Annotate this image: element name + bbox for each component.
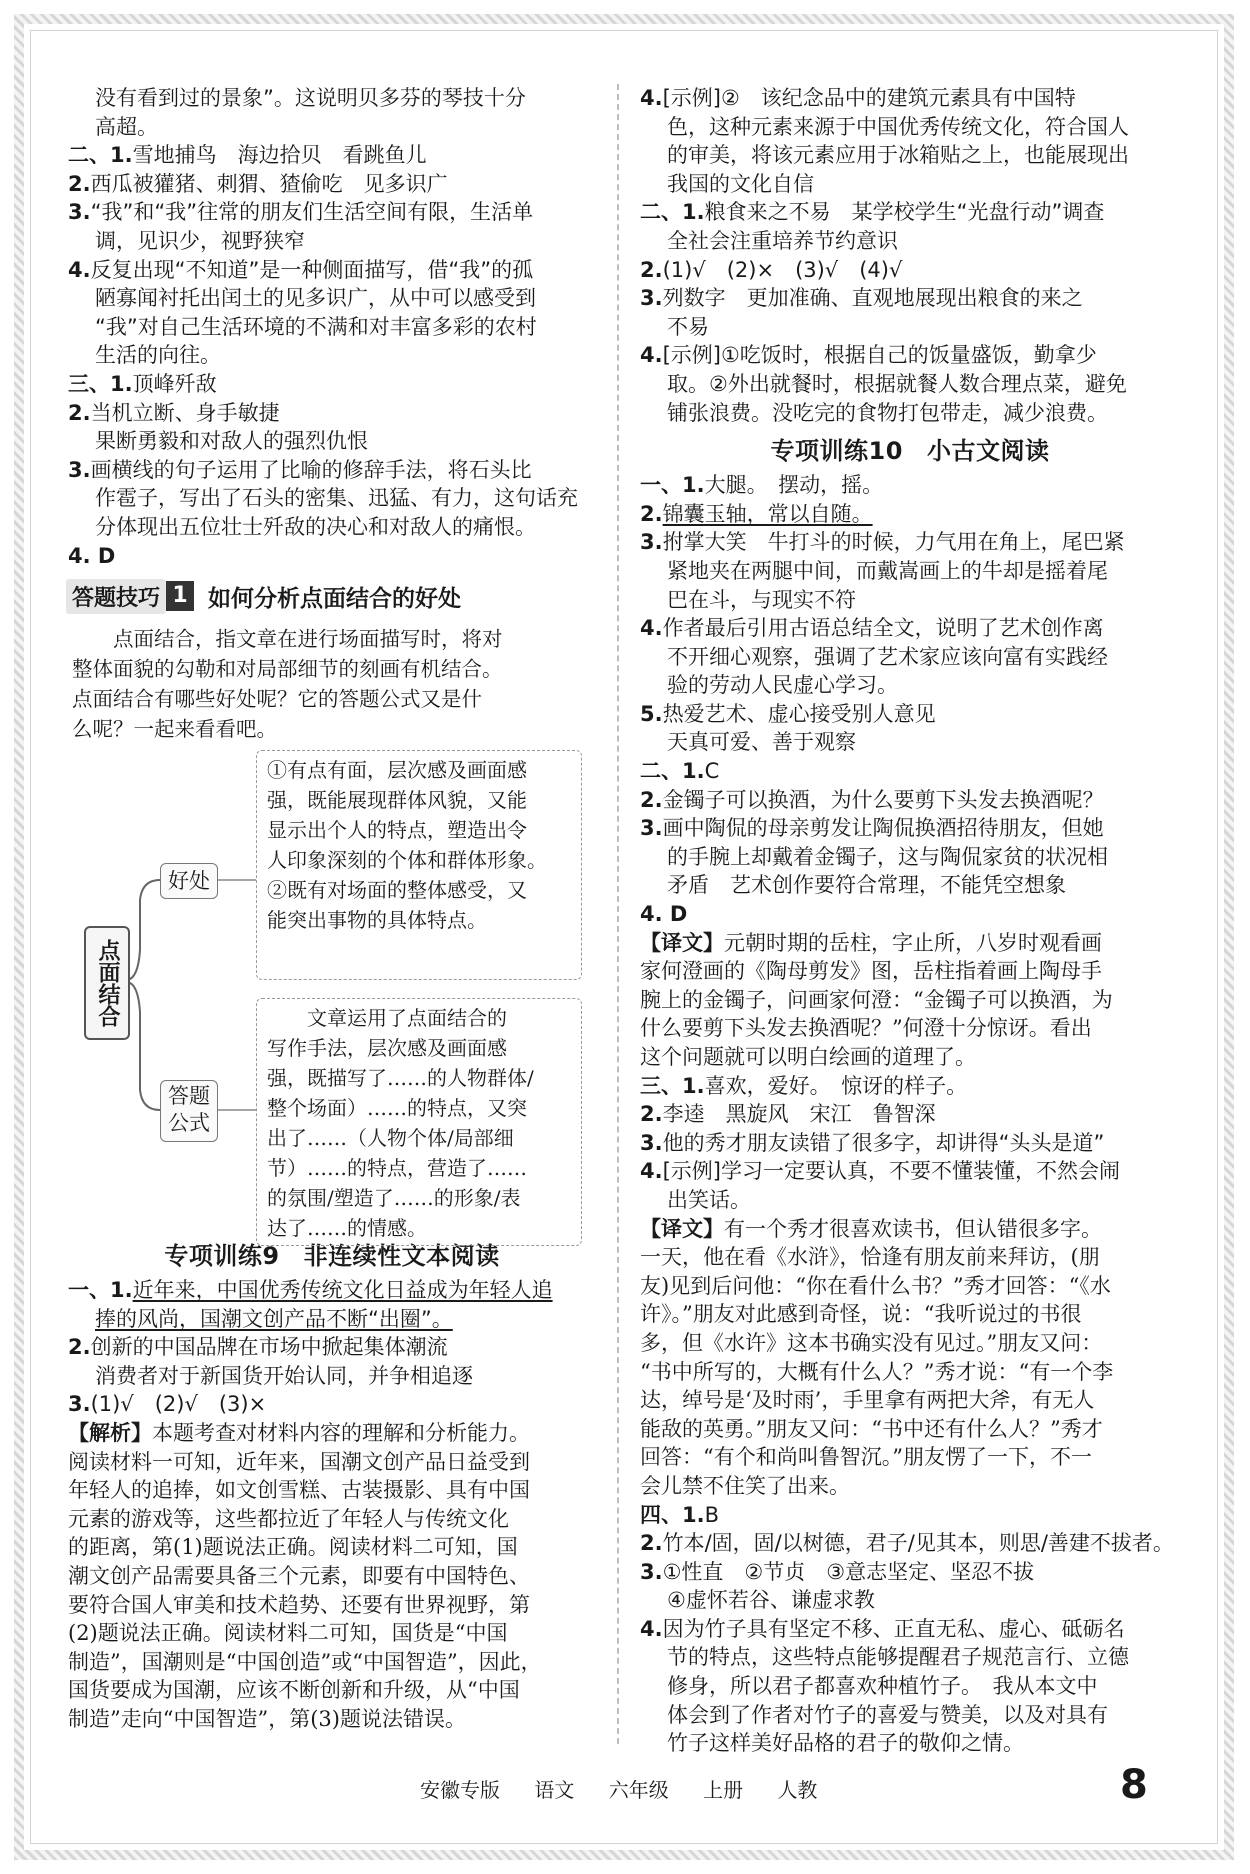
answer-text: ①性直 ②节贞 ③意志坚定、坚忍不拔 — [662, 1559, 1035, 1584]
section-title-text: 小古文阅读 — [926, 437, 1050, 466]
translation-tag: 【译文】 — [640, 1215, 724, 1241]
answer-text: 西瓜被獾猪、刺猬、猹偷吃 见多识广 — [90, 171, 448, 196]
text-line: 显示出个人的特点，塑造出令 — [267, 818, 527, 843]
question-number: 2. — [68, 171, 91, 196]
footer-publisher: 人教 — [777, 1778, 818, 1802]
right-column — [640, 84, 1180, 1758]
answer-text: 4. D — [68, 543, 116, 568]
answer-text: 他的秀才朋友读错了很多字，却讲得“头头是道” — [662, 1130, 1105, 1155]
footer-subject: 语文 — [534, 1778, 575, 1802]
answer-text: B — [704, 1502, 720, 1527]
text-line: 点面结合，指文章在进行场面描写时，将对 — [72, 627, 503, 652]
translation-text: 许》。”朋友对此感到奇怪，说：“我听说过的书很 — [640, 1302, 1082, 1327]
answer-text: (1)√ (2)√ (3)× — [90, 1392, 267, 1417]
question-number: 4. — [640, 1159, 663, 1184]
text-line: 写作手法，层次感及画面感 — [267, 1036, 507, 1061]
column-divider — [617, 84, 619, 1744]
analysis-text: (2)题说法正确。阅读材料二可知，国货是“中国 — [68, 1621, 508, 1646]
question-number: 4. — [640, 86, 663, 110]
question-number: 3. — [640, 1130, 663, 1155]
translation-text: 一天，他在看《水浒》，恰逢有朋友前来拜访，(朋 — [640, 1245, 1100, 1270]
answer-text: 铺张浪费。没吃完的食物打包带走，减少浪费。 — [667, 400, 1108, 425]
page-number: 8 — [1120, 1762, 1148, 1808]
answer-text: 果断勇毅和对敌人的强烈仇恨 — [95, 429, 368, 454]
answer-text: 雪地捕鸟 海边拾贝 看跳鱼儿 — [132, 143, 427, 168]
answer-text: 消费者对于新国货开始认同，并争相追逐 — [95, 1363, 473, 1388]
answer-text: 画中陶侃的母亲剪发让陶侃换酒招待朋友，但她 — [662, 816, 1104, 841]
question-number: 4. — [640, 616, 663, 641]
analysis-text: 国货要成为国潮，应该不断创新和升级，从“中国 — [68, 1678, 520, 1703]
section-number: 二、1. — [640, 759, 705, 784]
answer-text: 大腿。 摆动，摇。 — [704, 473, 884, 498]
footer-grade: 六年级 — [608, 1778, 669, 1802]
analysis-text: 年轻人的追捧，如文创雪糕、古装摄影、具有中国 — [68, 1478, 530, 1503]
answer-text: 粮食来之不易 某学校学生“光盘行动”调查 — [704, 200, 1105, 225]
analysis-text: 要符合国人审美和技术趋势、还要有世界视野，第 — [68, 1592, 530, 1617]
answer-text: [示例]② 该纪念品中的建筑元素具有中国特 — [662, 86, 1076, 110]
section-number: 二、1. — [68, 143, 133, 168]
analysis-text: 制造”，国潮则是“中国创造”或“中国智造”，因此， — [68, 1649, 542, 1674]
answer-text: 验的劳动人民虚心学习。 — [667, 673, 898, 698]
translation-text: 什么要剪下头发去换酒呢？”何澄十分惊讶。看出 — [640, 1016, 1092, 1041]
text-line: 文章运用了点面结合的 — [267, 1006, 507, 1031]
analysis-text: 元素的游戏等，这些都拉近了年轻人与传统文化 — [68, 1506, 509, 1531]
question-number: 2. — [640, 1531, 663, 1556]
footer-volume: 上册 — [703, 1778, 744, 1802]
answer-text: 调，见识少，视野狭窄 — [95, 228, 305, 253]
mind-map-node-benefits: 好处 — [160, 863, 218, 899]
text-line: 出了……（人物个体/局部细 — [267, 1126, 514, 1151]
question-number: 2. — [640, 257, 663, 282]
translation-text: 这个问题就可以明白绘画的道理了。 — [640, 1045, 976, 1069]
answer-text: 的审美，将该元素应用于冰箱贴之上，也能展现出 — [667, 143, 1129, 168]
text-line: 达了……的情感。 — [267, 1216, 427, 1241]
text-line: ②既有对场面的整体感受，又 — [267, 878, 527, 903]
mind-map-root: 点面结合 — [84, 926, 130, 1040]
answer-text: 天真可爱、善于观察 — [667, 730, 856, 755]
question-number: 4. — [640, 1616, 663, 1641]
answer-text: 反复出现“不知道”是一种侧面描写，借“我”的孤 — [90, 257, 534, 282]
question-number: 3. — [68, 1392, 91, 1417]
analysis-tag: 【解析】 — [68, 1420, 152, 1446]
answer-text: (1)√ (2)× (3)√ (4)√ — [662, 257, 903, 282]
translation-text: 回答：“有个和尚叫鲁智沉。”朋友愣了一下，不一 — [640, 1445, 1092, 1470]
section-number: 一、1. — [640, 473, 705, 498]
answer-text: [示例]学习一定要认真，不要不懂装懂，不然会闹 — [662, 1159, 1120, 1184]
page-footer — [0, 1762, 1250, 1808]
text-line: 整个场面）……的特点，又突 — [267, 1096, 527, 1121]
answer-text: 修身，所以君子都喜欢种植竹子。 我从本文中 — [667, 1674, 1098, 1699]
answer-text: C — [704, 759, 720, 784]
section-number: 一、1. — [68, 1278, 133, 1303]
translation-text: 家何澄画的《陶母剪发》图，岳柱指着画上陶母手 — [640, 959, 1102, 984]
question-number: 3. — [640, 286, 663, 311]
answer-text: 竹子这样美好品格的君子的敬仰之情。 — [667, 1731, 1024, 1756]
answer-text: ④虚怀若谷、谦虚求教 — [667, 1588, 875, 1613]
benefits-box — [256, 750, 582, 980]
answer-text: “我”和“我”往常的朋友们生活空间有限，生活单 — [90, 200, 534, 225]
footer-edition: 安徽专版 — [420, 1778, 500, 1802]
section-number: 三、1. — [640, 1073, 705, 1098]
question-number: 5. — [640, 701, 663, 726]
answer-text: 顶峰歼敌 — [132, 371, 217, 396]
analysis-text: 制造”走向“中国智造”，第(3)题说法错误。 — [68, 1707, 466, 1731]
answer-text: 画横线的句子运用了比喻的修辞手法，将石头比 — [90, 457, 532, 482]
analysis-text: 阅读材料一可知，近年来，国潮文创产品日益受到 — [68, 1449, 530, 1474]
mind-map-node-formula: 答题公式 — [160, 1080, 218, 1142]
translation-text: 达，绰号是‘及时雨’，手里拿有两把大斧，有无人 — [640, 1388, 1095, 1413]
section-title — [640, 433, 1180, 469]
answer-text: 不易 — [667, 314, 709, 339]
translation-text: 能敌的英勇。”朋友又问：“书中还有什么人？”秀才 — [640, 1416, 1103, 1441]
tips-title: 如何分析点面结合的好处 — [208, 585, 462, 612]
translation-text: 有一个秀才很喜欢读书，但认错很多字。 — [724, 1216, 1102, 1241]
answer-text: 近年来，中国优秀传统文化日益成为年轻人追 — [132, 1278, 553, 1303]
answer-text: 列数字 更加准确、直观地展现出粮食的来之 — [662, 286, 1083, 311]
text-line: 么呢？一起来看看吧。 — [72, 717, 277, 742]
answer-text: 巴在斗，与现实不符 — [667, 587, 856, 612]
left-column — [68, 84, 596, 1734]
answer-text: 金镯子可以换酒，为什么要剪下头发去换酒呢？ — [662, 787, 1104, 812]
footer-info — [420, 1774, 841, 1803]
text-line: 节）……的特点，营造了…… — [267, 1156, 527, 1181]
text-line: 的氛围/塑造了……的形象/表 — [267, 1186, 521, 1211]
answer-text: “我”对自己生活环境的不满和对丰富多彩的农村 — [95, 314, 537, 339]
section-number: 三、1. — [68, 371, 133, 396]
tips-header — [66, 576, 596, 616]
answer-text: 作者最后引用古语总结全文，说明了艺术创作离 — [662, 616, 1104, 641]
section-number: 二、1. — [640, 200, 705, 225]
answer-text: 拊掌大笑 牛打斗的时候，力气用在角上，尾巴紧 — [662, 530, 1125, 555]
question-number: 2. — [640, 1102, 663, 1127]
answer-text: 因为竹子具有坚定不移、正直无私、虚心、砥砺名 — [662, 1616, 1125, 1641]
answer-text: 创新的中国品牌在市场中掀起集体潮流 — [90, 1335, 448, 1360]
analysis-text: 本题考查对材料内容的理解和分析能力。 — [152, 1421, 530, 1446]
answer-text: 锦囊玉轴，常以自随。 — [662, 501, 873, 526]
text-line: 没有看到过的景象”。这说明贝多芬的琴技十分 — [95, 86, 526, 110]
answer-text: 作雹子，写出了石头的密集、迅猛、有力，这句话充 — [95, 486, 578, 511]
section-number: 四、1. — [640, 1502, 705, 1527]
text-line: 强，既描写了……的人物群体/ — [267, 1066, 534, 1091]
question-number: 2. — [640, 787, 663, 812]
answer-text: 取。②外出就餐时，根据就餐人数合理点菜，避免 — [667, 371, 1127, 396]
translation-tag: 【译文】 — [640, 929, 724, 955]
text-line: 高超。 — [95, 114, 158, 139]
answer-text: 捧的风尚，国潮文创产品不断“出圈”。 — [95, 1306, 453, 1331]
answer-text: 陋寡闻衬托出闰土的见多识广，从中可以感受到 — [95, 286, 536, 311]
text-line: ①有点有面，层次感及画面感 — [267, 758, 527, 783]
answer-text: [示例]①吃饭时，根据自己的饭量盛饭，勤拿少 — [662, 343, 1097, 368]
answer-text: 我国的文化自信 — [667, 171, 814, 196]
tips-badge: 答题技巧 — [66, 579, 166, 614]
answer-text: 紧地夹在两腿中间，而戴嵩画上的牛却是摇着尾 — [667, 558, 1108, 583]
answer-text: 体会到了作者对竹子的喜爱与赞美，以及对具有 — [667, 1702, 1108, 1727]
question-number: 4. — [640, 343, 663, 368]
section-title-number: 专项训练10 — [770, 437, 903, 466]
translation-text: 会儿禁不住笑了出来。 — [640, 1473, 850, 1498]
question-number: 3. — [640, 1559, 663, 1584]
text-line: 能突出事物的具体特点。 — [267, 908, 487, 933]
question-number: 2. — [640, 501, 663, 526]
answer-text: 全社会注重培养节约意识 — [667, 228, 898, 253]
answer-text: 喜欢，爱好。 惊讶的样子。 — [704, 1073, 968, 1098]
answer-text: 李逵 黑旋风 宋江 鲁智深 — [662, 1102, 936, 1127]
question-number: 2. — [68, 400, 91, 425]
text-line: 人印象深刻的个体和群体形象。 — [267, 848, 547, 873]
answer-text: 的手腕上却戴着金镯子，这与陶侃家贫的状况相 — [667, 844, 1108, 869]
question-number: 3. — [68, 457, 91, 482]
mind-map — [68, 750, 596, 1241]
tips-intro — [72, 624, 592, 744]
answer-text: 竹本/固，固/以树德，君子/见其本，则思/善建不拔者。 — [662, 1531, 1174, 1556]
translation-text: 友)见到后问他：“你在看什么书？”秀才回答：“《水 — [640, 1273, 1111, 1298]
translation-text: “书中所写的，大概有什么人？”秀才说：“有一个李 — [640, 1359, 1114, 1384]
question-number: 3. — [640, 816, 663, 841]
translation-text: 元朝时期的岳柱，字止所，八岁时观看画 — [724, 930, 1102, 955]
formula-box — [256, 998, 582, 1246]
translation-text: 多，但《水许》这本书确实没有见过。”朋友又问： — [640, 1330, 1103, 1355]
answer-text: 色，这种元素来源于中国优秀传统文化，符合国人 — [667, 114, 1129, 139]
analysis-text: 的距离，第(1)题说法正确。阅读材料二可知，国 — [68, 1535, 518, 1560]
question-number: 2. — [68, 1335, 91, 1360]
answer-text: 热爱艺术、虚心接受别人意见 — [662, 701, 936, 726]
question-number: 3. — [68, 200, 91, 225]
translation-text: 腕上的金镯子，问画家何澄：“金镯子可以换酒，为 — [640, 987, 1113, 1012]
section-title-text: 非连续性文本阅读 — [303, 1242, 500, 1271]
answer-text: 节的特点，这些特点能够提醒君子规范言行、立德 — [667, 1645, 1129, 1670]
answer-text: 出笑话。 — [667, 1187, 751, 1212]
text-line: 点面结合有哪些好处呢？它的答题公式又是什 — [72, 687, 482, 712]
answer-text: 不开细心观察，强调了艺术家应该向富有实践经 — [667, 644, 1108, 669]
answer-text: 生活的向往。 — [95, 343, 221, 368]
analysis-text: 潮文创产品需要具备三个元素，即要有中国特色、 — [68, 1564, 530, 1589]
text-line: 整体面貌的勾勒和对局部细节的刻画有机结合。 — [72, 657, 503, 682]
answer-text: 4. D — [640, 902, 688, 927]
answer-text: 矛盾 艺术创作要符合常理，不能凭空想象 — [667, 873, 1066, 898]
text-line: 强，既能展现群体风貌，又能 — [267, 788, 527, 813]
section-title-number: 专项训练9 — [164, 1242, 280, 1271]
answer-text: 分体现出五位壮士歼敌的决心和对敌人的痛恨。 — [95, 514, 536, 539]
question-number: 4. — [68, 257, 91, 282]
question-number: 3. — [640, 530, 663, 555]
tips-number: 1 — [166, 581, 194, 611]
answer-text: 当机立断、身手敏捷 — [90, 400, 280, 425]
